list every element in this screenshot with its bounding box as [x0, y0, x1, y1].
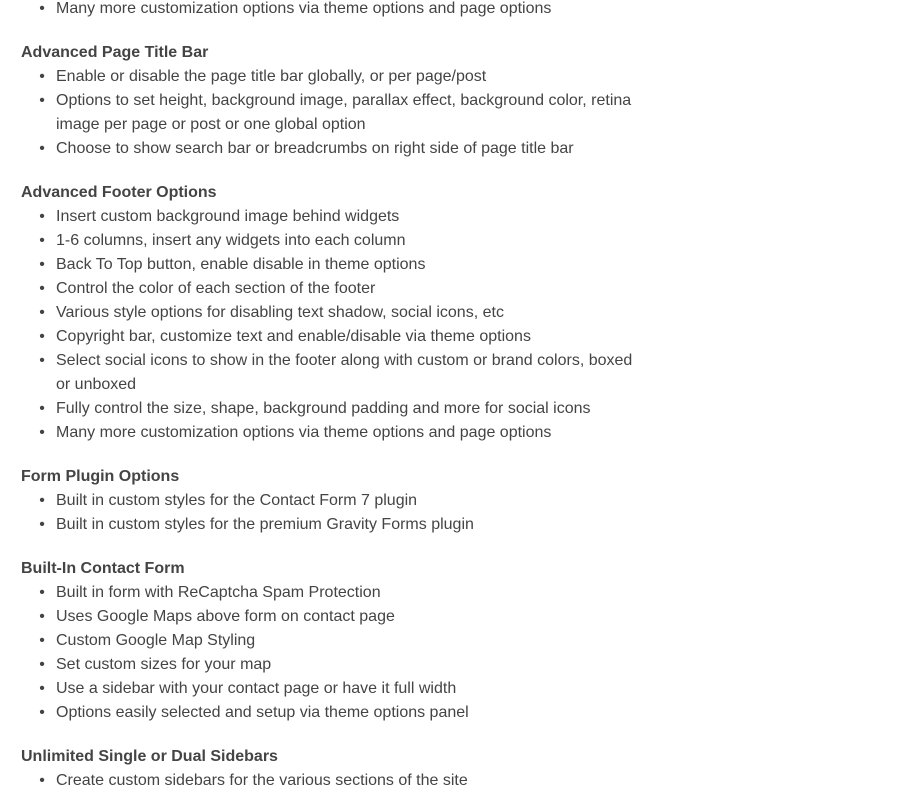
list-item	[56, 65, 641, 89]
feature-list-content	[21, 0, 641, 793]
list-item-text: Create custom sidebars for the various sections of the site	[56, 772, 468, 789]
list-item	[56, 629, 641, 653]
list-item	[56, 769, 641, 793]
section-title: Advanced Page Title Bar	[21, 44, 209, 61]
list-item-text: Back To Top button, enable disable in theme options	[56, 256, 426, 273]
list-item	[56, 229, 641, 253]
bullet-icon	[36, 325, 48, 349]
section-form-plugin-options	[21, 465, 641, 537]
bullet-icon	[36, 253, 48, 277]
list-item-text: Custom Google Map Styling	[56, 632, 256, 649]
bullet-icon	[36, 205, 48, 229]
section-list	[21, 65, 641, 161]
list-item	[56, 421, 641, 445]
list-item-text: Insert custom background image behind widgets	[56, 208, 400, 225]
bullet-icon	[36, 229, 48, 253]
list-item-text: 1-6 columns, insert any widgets into each column	[56, 232, 406, 249]
section-unlimited-sidebars	[21, 745, 641, 793]
bullet-icon	[36, 489, 48, 513]
list-item	[56, 701, 641, 725]
list-item	[56, 0, 641, 21]
list-item-text: Control the color of each section of the footer	[56, 280, 376, 297]
list-item	[56, 277, 641, 301]
list-item	[56, 605, 641, 629]
list-item	[56, 489, 641, 513]
list-item	[56, 653, 641, 677]
list-item	[56, 253, 641, 277]
section-list	[21, 489, 641, 537]
bullet-icon	[36, 301, 48, 325]
bullet-icon	[36, 605, 48, 629]
bullet-icon	[36, 89, 48, 113]
section-title: Form Plugin Options	[21, 468, 180, 485]
list-item	[56, 397, 641, 421]
list-item-text: Built in custom styles for the premium Gravity Forms plugin	[56, 516, 474, 533]
bullet-icon	[36, 701, 48, 725]
section-list	[21, 581, 641, 725]
bullet-icon	[36, 513, 48, 537]
list-item	[56, 513, 641, 537]
bullet-icon	[36, 769, 48, 793]
list-item-text: Various style options for disabling text shadow, social icons, etc	[56, 304, 504, 321]
bullet-icon	[36, 653, 48, 677]
list-item-text: Built in custom styles for the Contact Form 7 plugin	[56, 492, 418, 509]
section-title: Unlimited Single or Dual Sidebars	[21, 748, 278, 765]
list-item-text: Many more customization options via theme options and page options	[56, 424, 552, 441]
list-item-text: Select social icons to show in the footer along with custom or brand colors, boxed or unboxed	[56, 352, 633, 393]
section-advanced-footer-options	[21, 181, 641, 445]
section-advanced-page-title-bar	[21, 41, 641, 161]
list-item-text: Choose to show search bar or breadcrumbs on right side of page title bar	[56, 140, 574, 157]
list-item-text: Copyright bar, customize text and enable/disable via theme options	[56, 328, 531, 345]
section-title: Advanced Footer Options	[21, 184, 217, 201]
list-item-text: Set custom sizes for your map	[56, 656, 272, 673]
bullet-icon	[36, 0, 48, 21]
bullet-icon	[36, 137, 48, 161]
section-list	[21, 205, 641, 445]
list-item-text: Enable or disable the page title bar globally, or per page/post	[56, 68, 487, 85]
list-item	[56, 581, 641, 605]
bullet-icon	[36, 629, 48, 653]
list-item	[56, 137, 641, 161]
intro-list	[21, 0, 641, 21]
bullet-icon	[36, 65, 48, 89]
list-item	[56, 301, 641, 325]
bullet-icon	[36, 421, 48, 445]
list-item-text: Fully control the size, shape, background padding and more for social icons	[56, 400, 591, 417]
list-item-text: Uses Google Maps above form on contact page	[56, 608, 395, 625]
list-item	[56, 677, 641, 701]
bullet-icon	[36, 677, 48, 701]
list-item	[56, 205, 641, 229]
section-title: Built-In Contact Form	[21, 560, 185, 577]
list-item-text: Many more customization options via theme options and page options	[56, 0, 552, 17]
list-item-text: Built in form with ReCaptcha Spam Protection	[56, 584, 381, 601]
bullet-icon	[36, 349, 48, 373]
list-item-text: Options to set height, background image, parallax effect, background color, retina image per page or post or one global option	[56, 92, 632, 133]
section-list	[21, 769, 641, 793]
list-item	[56, 89, 641, 137]
bullet-icon	[36, 397, 48, 421]
section-built-in-contact-form	[21, 557, 641, 725]
bullet-icon	[36, 581, 48, 605]
list-item-text: Use a sidebar with your contact page or have it full width	[56, 680, 457, 697]
list-item-text: Options easily selected and setup via theme options panel	[56, 704, 469, 721]
list-item	[56, 349, 641, 397]
list-item	[56, 325, 641, 349]
bullet-icon	[36, 277, 48, 301]
